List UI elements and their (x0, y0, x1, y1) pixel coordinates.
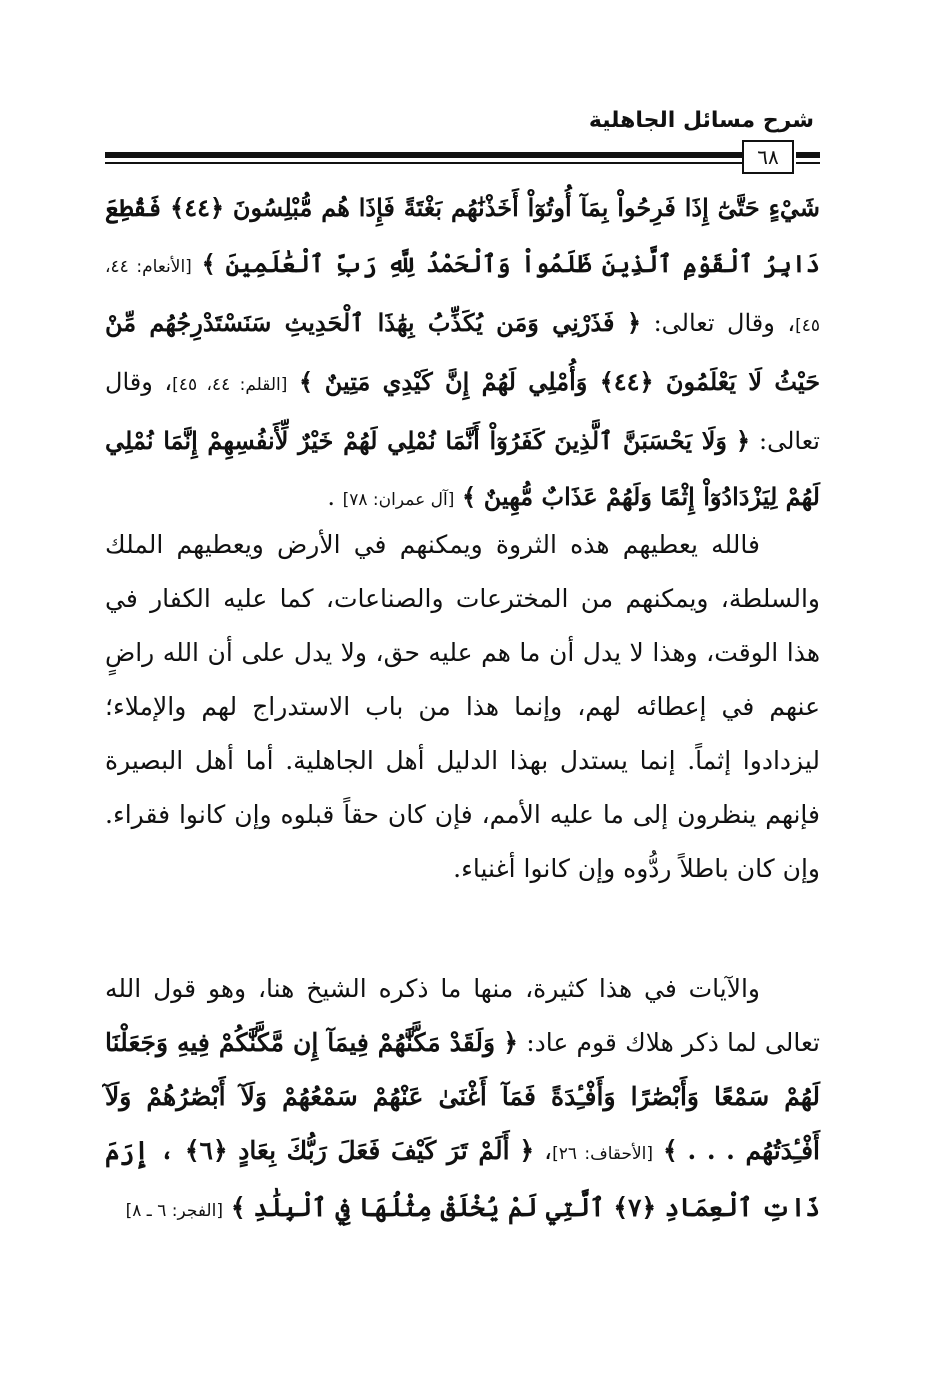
verse-open-ornament: ﴿ (626, 308, 642, 337)
verse-open-ornament: ﴿ (503, 1028, 519, 1057)
verse-close-ornament: ﴾ (461, 482, 477, 511)
page-number: ٦٨ (742, 140, 794, 174)
verse-close-ornament: ﴾ (230, 1193, 246, 1222)
connector-text: ، (544, 1136, 553, 1165)
verse-reference: [الأنعام: ٤٤، ٤٥] (105, 257, 821, 336)
sentence-end: . (327, 483, 335, 511)
header-rule-right-thin (796, 162, 820, 164)
verse-open-ornament: ﴿ (735, 426, 751, 455)
intro-text: والآيات في هذا كثيرة، منها ما ذكره الشيخ هنا، وهو قول الله تعالى لما ذكر هلاك قوم عاد: (105, 974, 821, 1057)
connector-text: ، وقال تعالى: (105, 368, 820, 455)
verse-reference: [آل عمران: ٧٨] (342, 490, 455, 510)
verse-ahqaf: وَلَقَدْ مَكَّنَّٰهُمْ فِيمَآ إِن مَّكَّنَّٰكُمْ فِيهِ وَجَعَلْنَا لَهُمْ سَمْعًا وَأَبْصَٰرًا وَأَفْـِٔدَةً فَمَآ أَغْنَىٰ عَنْهُمْ سَمْعُهُمْ وَلَآ أَبْصَٰرُهُمْ وَلَآ أَفْـِٔدَتُهُم . . . (105, 1028, 820, 1165)
verse-open-ornament: ﴿ (519, 1136, 535, 1165)
paragraph-verses-ad (105, 962, 820, 1238)
verse-al-imran: وَلَا يَحْسَبَنَّ ٱلَّذِينَ كَفَرُوٓاْ أَنَّمَا نُمْلِي لَهُمْ خَيْرٌ لِّأَنفُسِهِمْ إِنَّمَا نُمْلِي لَهُمْ لِيَزْدَادُوٓاْ إِثْمًا وَلَهُمْ عَذَابٌ مُّهِينٌ (105, 426, 820, 511)
header-rule-right-thick (796, 152, 820, 158)
connector-text: ، وقال تعالى: (653, 309, 796, 337)
header-rule-thick (105, 152, 777, 158)
verse-qalam: فَذَرْنِي وَمَن يُكَذِّبُ بِهَٰذَا ٱلْحَدِيثِ سَنَسْتَدْرِجُهُم مِّنْ حَيْثُ لَا يَعْلَمُونَ ﴿٤٤﴾ وَأُمْلِي لَهُمْ إِنَّ كَيْدِي مَتِينٌ (105, 308, 821, 396)
paragraph-quran-verses (105, 180, 820, 528)
paragraph-commentary: فالله يعطيهم هذه الثروة ويمكنهم في الأرض ويعطيهم الملك والسلطة، ويمكنهم من المخترعات والصناعات، كما عليه الكفار في هذا الوقت، وهذا لا يدل أن ما هم عليه حق، ولا يدل على أن الله راضٍ عنهم في إعطائه لهم، وإنما هذا من باب الاستدراج لهم والإملاء؛ ليزدادوا إثماً. إنما يستدل بهذا الدليل أهل الجاهلية. أما أهل البصيرة فإنهم ينظرون إلى ما عليه الأمم، فإن كان حقاً قبلوه وإن كانوا فقراء. وإن كان باطلاً ردُّوه وإن كانوا أغنياء. (105, 530, 820, 883)
verse-reference: [الفجر: ٦ ـ ٨] (125, 1201, 223, 1221)
verse-close-ornament: ﴾ (201, 249, 216, 278)
verse-reference: [القلم: ٤٤، ٤٥] (172, 375, 288, 395)
running-header-title: شرح مسائل الجاهلية (588, 108, 814, 133)
verse-close-ornament: ﴾ (299, 367, 314, 396)
header-rule-thin (105, 162, 777, 164)
verse-anam: شَيْءٍ حَتَّىٰٓ إِذَا فَرِحُواْ بِمَآ أُوتُوٓاْ أَخَذْنَٰهُم بَغْتَةً فَإِذَا هُم مُّبْلِسُونَ ﴿٤٤﴾ فَقُطِعَ دَابِرُ ٱلْقَوْمِ ٱلَّذِينَ ظَلَمُواْ وَٱلْحَمْدُ لِلَّهِ رَبِّ ٱلْعَٰلَمِينَ (105, 193, 820, 278)
header-rule (105, 152, 777, 164)
verse-reference: [الأحقاف: ٢٦] (552, 1144, 654, 1164)
verse-fajr: أَلَمْ تَرَ كَيْفَ فَعَلَ رَبُّكَ بِعَادٍ ﴿٦﴾ ، إِرَمَ ذَاتِ ٱلْعِمَادِ ﴿٧﴾ ٱلَّتِي لَمْ يُخْلَقْ مِثْلُهَا فِي ٱلْبِلَٰدِ (105, 1136, 820, 1222)
verse-close-ornament: ﴾ (662, 1136, 678, 1165)
